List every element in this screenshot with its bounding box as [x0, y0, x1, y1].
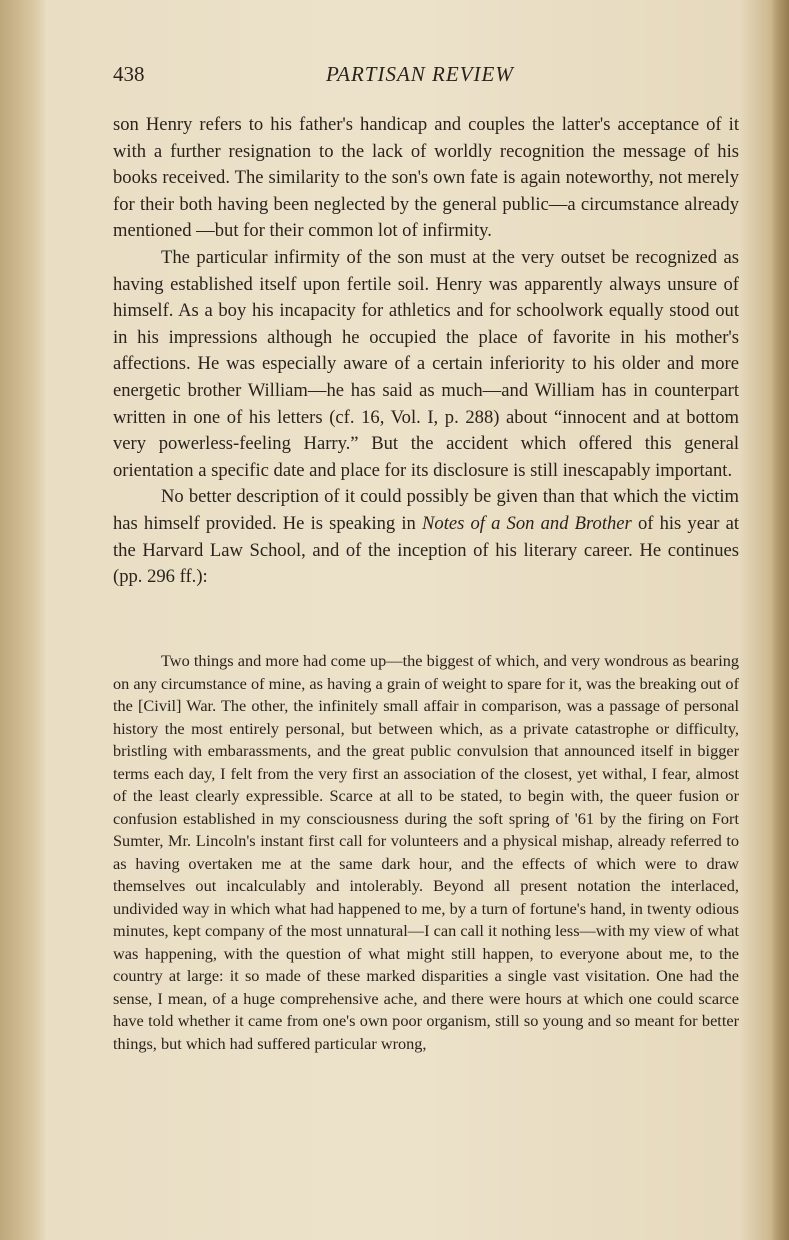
running-title: PARTISAN REVIEW: [326, 62, 514, 86]
paragraph-1: son Henry refers to his father's handicap and couples the latter's acceptance of it with a further resignation to the lack of worldly recognition the message of his books received. The similarity to the son's own fate is again noteworthy, not merely for their both having been neglected by the general public—a circumstance already mentioned —but for their common lot of infirmity.: [113, 114, 739, 242]
page-edge: [771, 0, 789, 1240]
paragraph-3-text-b: of his year at the Harvard Law School, and of the inception of his literary career. He continues (pp. 296 ff.):: [113, 512, 739, 588]
body-text: [113, 112, 739, 591]
paragraph-2: The particular infirmity of the son must at the very outset be recognized as having established itself upon fertile soil. Henry was apparently always unsure of himself. As a boy his incapacity for athletics and for schoolwork equally stood out in his impressions although he occupied the place of favorite in his mother's affections. He was especially aware of a certain inferiority to his older and more energetic brother William—he has said as much—and William has in counterpart written in one of his letters (cf. 16, Vol. I, p. 288) about “innocent and at bottom very powerless-feeling Harry.” But the accident which offered this general orientation a specific date and place for its disclosure is still inescapably important.: [113, 246, 739, 481]
binding-gutter: [0, 0, 46, 1240]
block-quote: Two things and more had come up—the biggest of which, and very wondrous as bearing on any circumstance of mine, as having a grain of weight to spare for it, was the breaking out of the [Civil] War. The other, the infinitely small affair in comparison, was a passage of personal history the most entirely personal, but between which, as a private catastrophe or difficulty, bristling with embarassments, and the great public convulsion that announced itself in bigger terms each day, I felt from the very first an association of the closest, yet withal, I fear, almost of the least clearly expressible. Scarce at all to be stated, to begin with, the queer fusion or confusion established in my consciousness during the soft spring of '61 by the firing on Fort Sumter, Mr. Lincoln's instant first call for volunteers and a physical mishap, already referred to as having overtaken me at the same dark hour, and the effects of which were to draw themselves out incalculably and intolerably. Beyond all present notation the interlaced, undivided way in which what had happened to me, by a turn of fortune's hand, in twenty odious minutes, kept company of the most unnatural—I can call it nothing less—with my view of what was happening, with the question of what might still happen, to everyone about me, to the country at large: it so made of these marked disparities a single vast visitation. One had the sense, I mean, of a huge comprehensive ache, and there were hours at which one could scarce have told whether it came from one's own poor organism, still so young and so meant for better things, but which had suffered particular wrong,: [113, 651, 739, 1053]
book-title-citation: Notes of a Son and Brother: [422, 512, 632, 534]
paragraph-3: [113, 484, 739, 590]
running-header: [113, 62, 739, 90]
page-number: 438: [113, 62, 145, 86]
paragraph-3-text-a: No better description of it could possibly be given than that which the victim has himself provided. He is speaking in: [113, 486, 739, 534]
